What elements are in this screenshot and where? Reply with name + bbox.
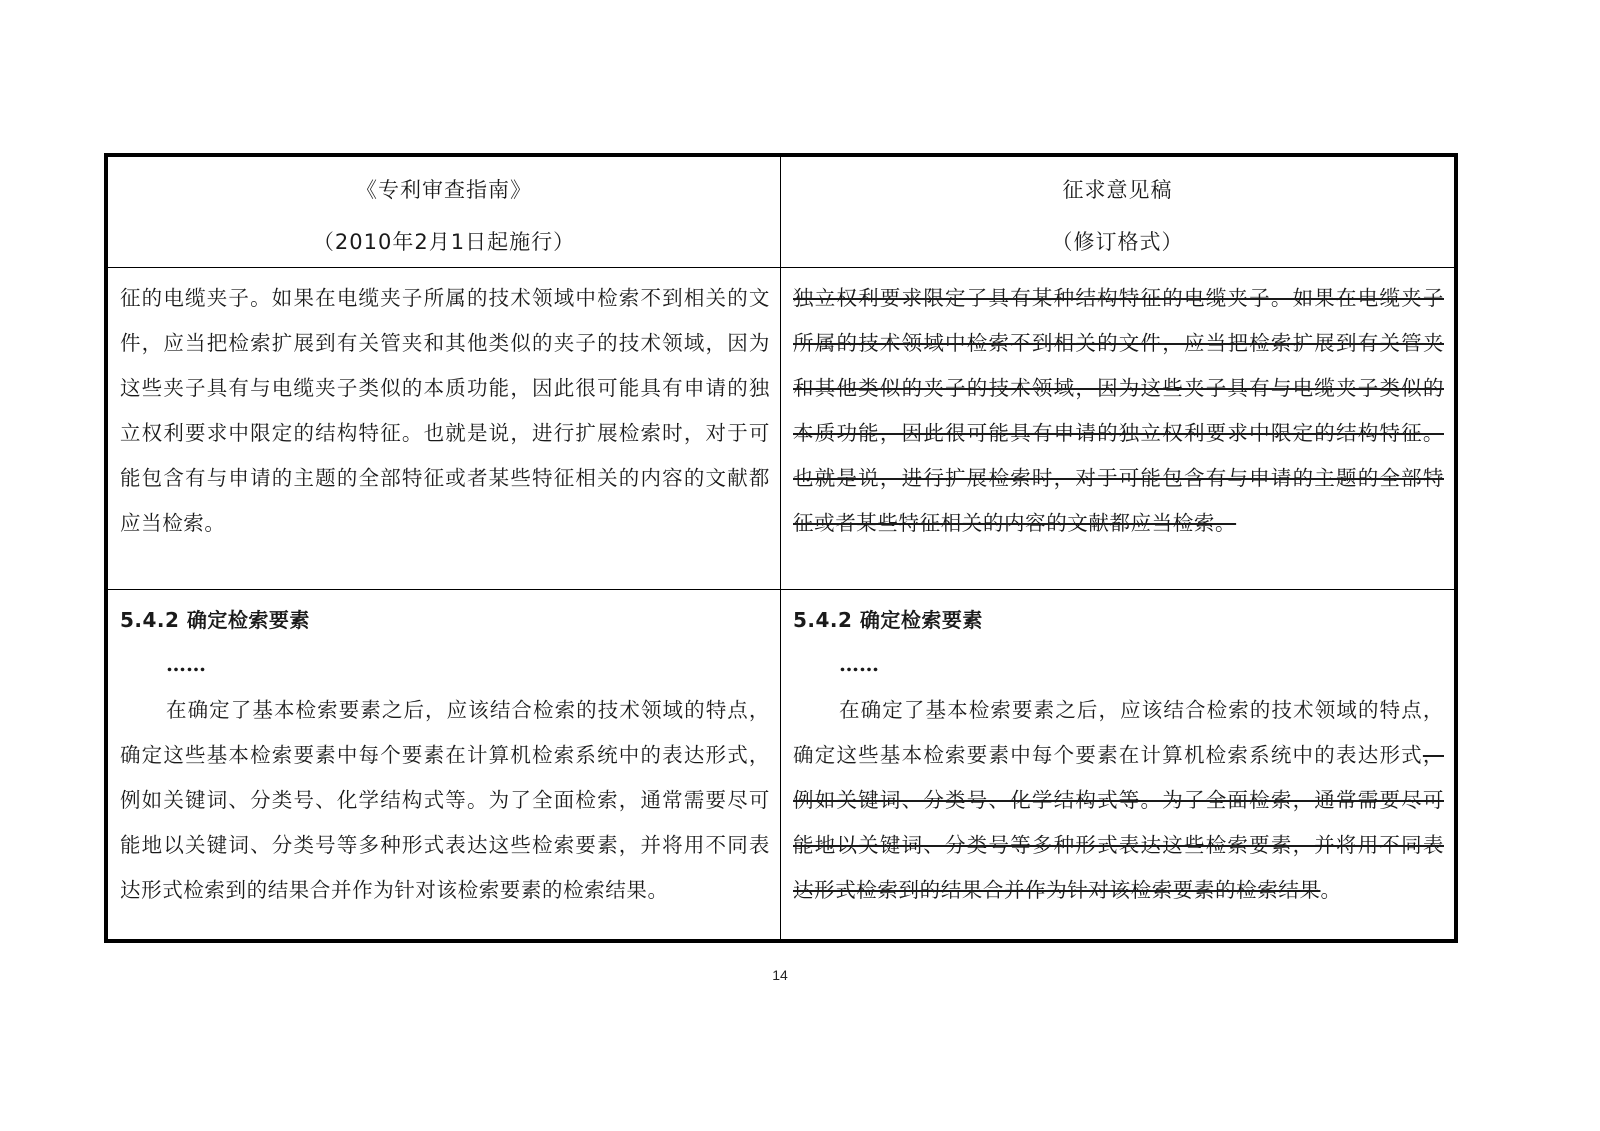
row1-left-cell xyxy=(108,268,781,590)
row2-right-end-punct: 。 xyxy=(1320,878,1342,902)
row2-left-cell xyxy=(108,590,781,939)
row1-left-text: 征的电缆夹子。如果在电缆夹子所属的技术领域中检索不到相关的文件，应当把检索扩展到有关管夹和其他类似的夹子的技术领域，因为这些夹子具有与电缆夹子类似的本质功能，因此很可能具有申请的独立权利要求中限定的结构特征。也就是说，进行扩展检索时，对于可能包含有与申请的主题的全部特征或者某些特征相关的内容的文献都应当检索。 xyxy=(120,286,770,535)
row2-right-heading: 5.4.2 确定检索要素 xyxy=(793,608,983,632)
header-left-title: 《专利审查指南》 xyxy=(356,178,532,202)
header-right-title: 征求意见稿 xyxy=(1062,178,1173,202)
row2-left-heading: 5.4.2 确定检索要素 xyxy=(120,608,310,632)
row2-right-ellipsis: …… xyxy=(839,652,879,676)
header-left-cell xyxy=(108,157,781,268)
header-right-cell xyxy=(781,157,1454,268)
row2-right-deleted-text: ，例如关键词、分类号、化学结构式等。为了全面检索，通常需要尽可能地以关键词、分类号等多种形式表达这些检索要素，并将用不同表达形式检索到的结果合并作为针对该检索要素的检索结果 xyxy=(793,743,1444,902)
row1-right-deleted-text: 独立权利要求限定了具有某种结构特征的电缆夹子。如果在电缆夹子所属的技术领域中检索不到相关的文件，应当把检索扩展到有关管夹和其他类似的夹子的技术领域，因为这些夹子具有与电缆夹子类似的本质功能，因此很可能具有申请的独立权利要求中限定的结构特征。也就是说，进行扩展检索时，对于可能包含有与申请的主题的全部特征或者某些特征相关的内容的文献都应当检索。 xyxy=(793,286,1444,535)
page-number: 14 xyxy=(772,967,788,983)
comparison-table xyxy=(104,153,1458,943)
row1-right-cell xyxy=(781,268,1454,590)
row2-right-kept-text: 在确定了基本检索要素之后，应该结合检索的技术领域的特点，确定这些基本检索要素中每个要素在计算机检索系统中的表达形式 xyxy=(793,698,1444,767)
row2-right-paragraph xyxy=(793,688,1444,913)
row2-left-text: 在确定了基本检索要素之后，应该结合检索的技术领域的特点，确定这些基本检索要素中每个要素在计算机检索系统中的表达形式，例如关键词、分类号、化学结构式等。为了全面检索，通常需要尽可能地以关键词、分类号等多种形式表达这些检索要素，并将用不同表达形式检索到的结果合并作为针对该检索要素的检索结果。 xyxy=(120,698,770,902)
row2-right-cell xyxy=(781,590,1454,939)
header-left-subtitle: （2010年2月1日起施行） xyxy=(312,230,576,254)
header-right-subtitle: （修订格式） xyxy=(1051,230,1184,254)
row2-left-ellipsis: …… xyxy=(166,652,206,676)
